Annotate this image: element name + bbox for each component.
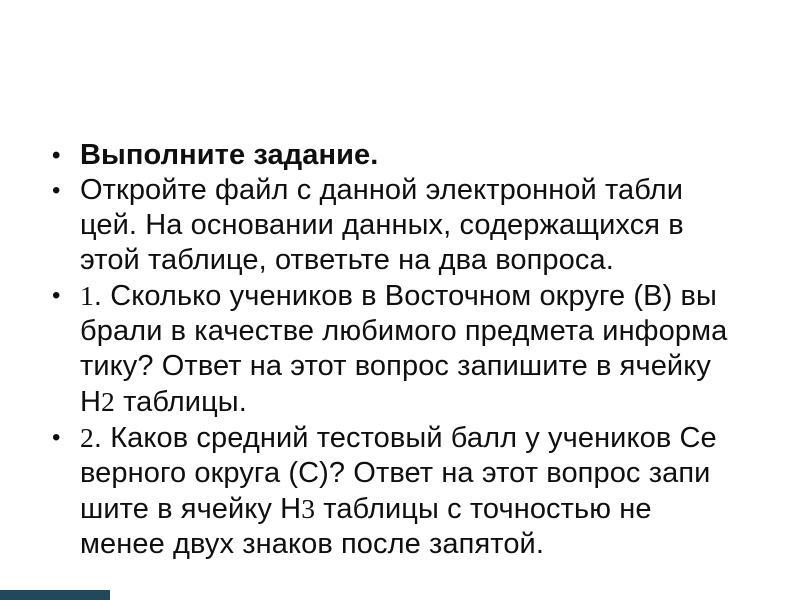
bullet-text bbox=[80, 278, 758, 420]
bullet-line: 1. Сколько учеников в Восточном округе (В) вы bbox=[80, 280, 717, 312]
bullet-line: цей. На основании данных, содержащихся в bbox=[80, 209, 684, 241]
bullet-line: менее двух знаков после запятой. bbox=[80, 528, 544, 560]
bullet-line: шите в ячейку Н3 таблицы с точностью не bbox=[80, 493, 652, 525]
bullet-list bbox=[52, 138, 758, 562]
bullet-text bbox=[80, 420, 758, 562]
bullet-dot-icon: • bbox=[52, 424, 61, 451]
bullet-text bbox=[80, 138, 758, 173]
bullet-text bbox=[80, 173, 758, 278]
bullet-item-open-file bbox=[52, 173, 758, 278]
bullet-dot-icon: • bbox=[52, 177, 61, 204]
bullet-line: тику? Ответ на этот вопрос запишите в ячейку bbox=[80, 350, 711, 382]
bullet-item-task-heading bbox=[52, 138, 758, 173]
bullet-line: брали в качестве любимого предмета информа bbox=[80, 315, 728, 347]
bullet-line: этой таблице, ответьте на два вопроса. bbox=[80, 244, 614, 276]
bullet-line: 2. Каков средний тестовый балл у учеников Се bbox=[80, 422, 717, 454]
footer-accent-bar bbox=[0, 590, 110, 600]
bullet-dot-icon: • bbox=[52, 142, 61, 169]
bullet-line: Откройте файл с данной электронной табли bbox=[80, 174, 684, 206]
bullet-line: Н2 таблицы. bbox=[80, 386, 247, 418]
bullet-item-question-1 bbox=[52, 278, 758, 420]
bullet-line: Выполните задание. bbox=[80, 139, 379, 171]
bullet-dot-icon: • bbox=[52, 282, 61, 309]
bullet-item-question-2 bbox=[52, 420, 758, 562]
bullet-line: верного округа (С)? Ответ на этот вопрос запи bbox=[80, 457, 711, 489]
